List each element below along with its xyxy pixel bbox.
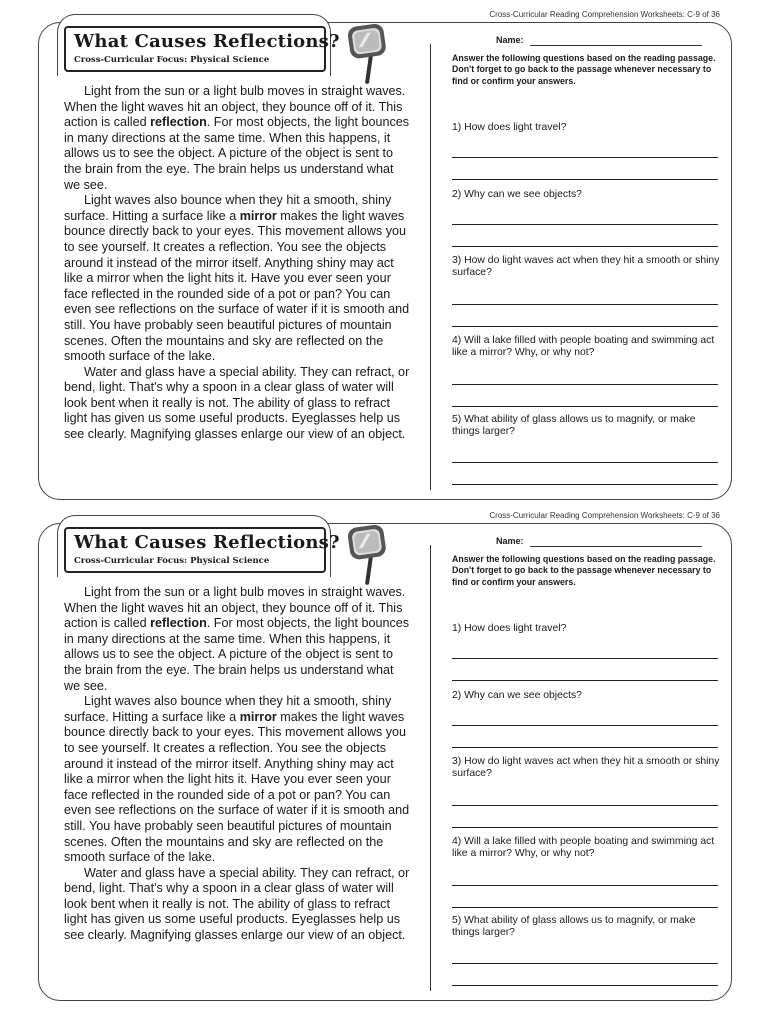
reading-passage	[64, 84, 412, 443]
answer-line[interactable]	[452, 907, 718, 908]
answer-line[interactable]	[452, 224, 718, 225]
name-label: Name:	[496, 35, 524, 45]
worksheet-top	[0, 10, 768, 510]
answer-line[interactable]	[452, 747, 718, 748]
name-field[interactable]	[530, 546, 702, 547]
answer-line[interactable]	[452, 658, 718, 659]
question-3: 3) How do light waves act when they hit a smooth or shiny surface?	[452, 756, 720, 780]
answer-line[interactable]	[452, 326, 718, 327]
header-text: Cross-Curricular Reading Comprehension Worksheets: C-9 of 36	[489, 10, 720, 19]
question-1: 1) How does light travel?	[452, 623, 567, 634]
question-2: 2) Why can we see objects?	[452, 189, 582, 200]
hand-mirror-icon	[346, 523, 390, 587]
answer-line[interactable]	[452, 827, 718, 828]
passage-paragraph: Light waves also bounce when they hit a smooth, shiny surface. Hitting a surface like a mirror makes the light waves bounce directly back to your eyes. This movement allows you to see yourself. It creates a reflection. You see the objects around it instead of the mirror itself. Anything shiny may act like a mirror when the light hits it. Have you ever seen your face reflected in the rounded side of a pot or pan? You can even see reflections on the surface of water if it is smooth and still. You have probably seen beautiful pictures of mountain scenes. Often the mountains and sky are reflected on the smooth surface of the lake.	[64, 193, 410, 364]
answer-line[interactable]	[452, 406, 718, 407]
answer-line[interactable]	[452, 304, 718, 305]
question-1: 1) How does light travel?	[452, 122, 567, 133]
instructions: Answer the following questions based on the reading passage. Don't forget to go back to the passage whenever necessary to find or confirm your answers.	[452, 53, 716, 86]
answer-line[interactable]	[452, 985, 718, 986]
passage-paragraph: Light from the sun or a light bulb moves in straight waves. When the light waves hit an object, they bounce off of it. This action is called reflection. For most objects, the light bounces in many directions at the same time. When this happens, it allows us to see the object. A picture of the object is sent to the brain from the eye. The brain helps us understand what we see.	[64, 84, 410, 192]
worksheet-bottom	[0, 511, 768, 1011]
answer-line[interactable]	[452, 157, 718, 158]
keyword-reflection: reflection	[150, 115, 207, 130]
header-text: Cross-Curricular Reading Comprehension Worksheets: C-9 of 36	[489, 511, 720, 520]
name-field[interactable]	[530, 45, 702, 46]
keyword-reflection: reflection	[150, 616, 207, 631]
worksheet-subtitle: Cross-Curricular Focus: Physical Science	[74, 55, 270, 65]
passage-paragraph: Water and glass have a special ability. They can refract, or bend, light. That's why a spoon in a clear glass of water will look bent when it really is not. The ability of glass to refract light has given us some useful products. Eyeglasses help us see clearly. Magnifying glasses enlarge our view of an object.	[64, 865, 410, 943]
question-5: 5) What ability of glass allows us to magnify, or make things larger?	[452, 414, 696, 438]
answer-line[interactable]	[452, 384, 718, 385]
answer-line[interactable]	[452, 179, 718, 180]
answer-line[interactable]	[452, 805, 718, 806]
title-box	[64, 527, 340, 573]
passage-paragraph: Light from the sun or a light bulb moves in straight waves. When the light waves hit an object, they bounce off of it. This action is called reflection. For most objects, the light bounces in many directions at the same time. When this happens, it allows us to see the object. A picture of the object is sent to the brain from the eye. The brain helps us understand what we see.	[64, 585, 410, 693]
answer-line[interactable]	[452, 885, 718, 886]
column-divider	[430, 44, 431, 490]
reading-passage	[64, 585, 412, 944]
worksheet-title: What Causes Reflections?	[74, 532, 340, 553]
question-2: 2) Why can we see objects?	[452, 690, 582, 701]
keyword-mirror: mirror	[239, 208, 277, 223]
question-4: 4) Will a lake filled with people boating and swimming act like a mirror? Why, or why not?	[452, 335, 715, 359]
answer-line[interactable]	[452, 725, 718, 726]
passage-paragraph: Water and glass have a special ability. They can refract, or bend, light. That's why a spoon in a clear glass of water will look bent when it really is not. The ability of glass to refract light has given us some useful products. Eyeglasses help us see clearly. Magnifying glasses enlarge our view of an object.	[64, 364, 410, 442]
column-divider	[430, 545, 431, 991]
title-box	[64, 26, 340, 72]
name-label: Name:	[496, 536, 524, 546]
answer-line[interactable]	[452, 462, 718, 463]
answer-line[interactable]	[452, 963, 718, 964]
answer-line[interactable]	[452, 484, 718, 485]
answer-line[interactable]	[452, 680, 718, 681]
question-3: 3) How do light waves act when they hit a smooth or shiny surface?	[452, 255, 720, 279]
hand-mirror-icon	[346, 22, 390, 86]
question-4: 4) Will a lake filled with people boating and swimming act like a mirror? Why, or why not?	[452, 836, 715, 860]
passage-paragraph: Light waves also bounce when they hit a smooth, shiny surface. Hitting a surface like a mirror makes the light waves bounce directly back to your eyes. This movement allows you to see yourself. It creates a reflection. You see the objects around it instead of the mirror itself. Anything shiny may act like a mirror when the light hits it. Have you ever seen your face reflected in the rounded side of a pot or pan? You can even see reflections on the surface of water if it is smooth and still. You have probably seen beautiful pictures of mountain scenes. Often the mountains and sky are reflected on the smooth surface of the lake.	[64, 694, 410, 865]
answer-line[interactable]	[452, 246, 718, 247]
worksheet-title: What Causes Reflections?	[74, 31, 340, 52]
question-5: 5) What ability of glass allows us to magnify, or make things larger?	[452, 915, 696, 939]
instructions: Answer the following questions based on the reading passage. Don't forget to go back to the passage whenever necessary to find or confirm your answers.	[452, 554, 716, 587]
worksheet-subtitle: Cross-Curricular Focus: Physical Science	[74, 556, 270, 566]
keyword-mirror: mirror	[239, 709, 277, 724]
